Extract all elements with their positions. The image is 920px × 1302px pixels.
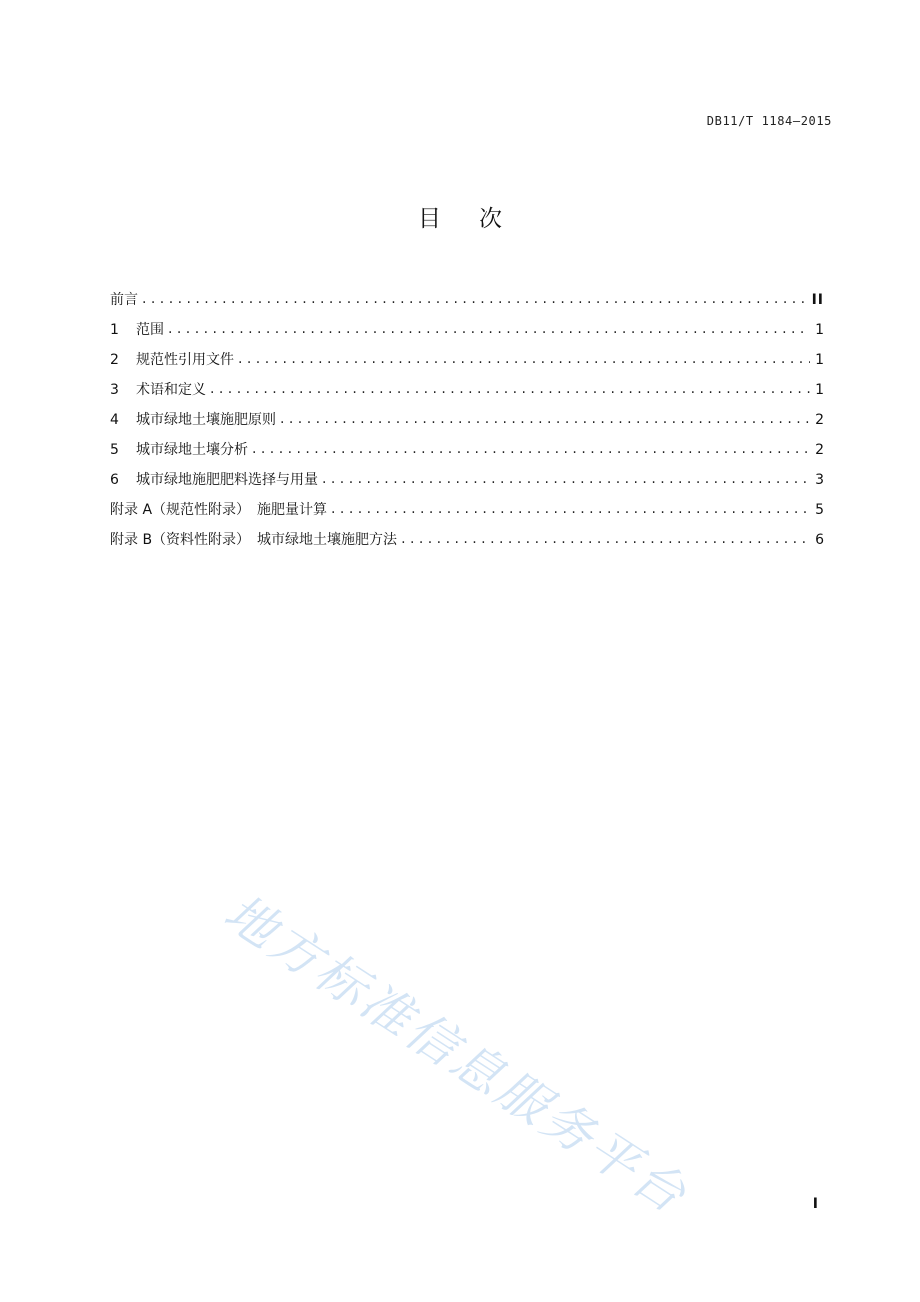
watermark: 地方标准信息服务平台 — [214, 883, 699, 1226]
dot-leader — [210, 381, 810, 399]
toc-entry-number: 6 — [110, 472, 119, 488]
dot-leader — [331, 501, 810, 519]
toc-entry-label: 术语和定义 — [136, 382, 206, 398]
dot-leader — [238, 351, 810, 369]
toc-entry-page: 1 — [815, 352, 824, 368]
page-title: 目次 — [418, 206, 540, 232]
toc-entry-number: 1 — [110, 322, 119, 338]
toc-entry-page: 1 — [815, 322, 824, 338]
toc-entry-fertilization-principles[interactable] — [110, 399, 824, 429]
toc-entry-terms-definitions[interactable] — [110, 369, 824, 399]
toc-entry-number: 3 — [110, 382, 119, 398]
toc-entry-annex-a[interactable] — [110, 489, 824, 519]
dot-leader — [168, 321, 810, 339]
toc-entry-fertilizer-selection[interactable] — [110, 459, 824, 489]
toc-entry-label: 城市绿地施肥肥料选择与用量 — [136, 472, 318, 488]
toc-entry-label: 附录 B（资料性附录） 城市绿地土壤施肥方法 — [110, 532, 398, 548]
toc-entry-annex-b[interactable] — [110, 519, 824, 549]
toc-entry-page: 1 — [815, 382, 824, 398]
dot-leader — [142, 291, 808, 309]
page-number: I — [812, 1196, 818, 1212]
toc-entry-label: 城市绿地土壤施肥原则 — [136, 412, 276, 428]
dot-leader — [322, 471, 810, 489]
dot-leader — [252, 441, 810, 459]
toc-entry-page: II — [811, 292, 824, 308]
toc-entry-label: 城市绿地土壤分析 — [136, 442, 248, 458]
toc-entry-label: 规范性引用文件 — [136, 352, 234, 368]
toc-entry-page: 3 — [815, 472, 824, 488]
toc-entry-label: 前言 — [110, 292, 138, 308]
toc-entry-page: 2 — [815, 412, 824, 428]
table-of-contents — [110, 279, 824, 549]
toc-entry-soil-analysis[interactable] — [110, 429, 824, 459]
toc-entry-page: 6 — [815, 532, 824, 548]
toc-entry-number: 2 — [110, 352, 119, 368]
dot-leader — [280, 411, 810, 429]
toc-entry-label: 附录 A（规范性附录） 施肥量计算 — [110, 502, 328, 518]
toc-entry-normative-references[interactable] — [110, 339, 824, 369]
dot-leader — [401, 531, 810, 549]
toc-entry-label: 范围 — [136, 322, 164, 338]
toc-entry-number: 5 — [110, 442, 119, 458]
toc-entry-page: 5 — [815, 502, 824, 518]
toc-entry-scope[interactable] — [110, 309, 824, 339]
toc-entry-number: 4 — [110, 412, 119, 428]
toc-entry-foreword[interactable] — [110, 279, 824, 309]
standard-code: DB11/T 1184—2015 — [706, 114, 832, 128]
toc-entry-page: 2 — [815, 442, 824, 458]
